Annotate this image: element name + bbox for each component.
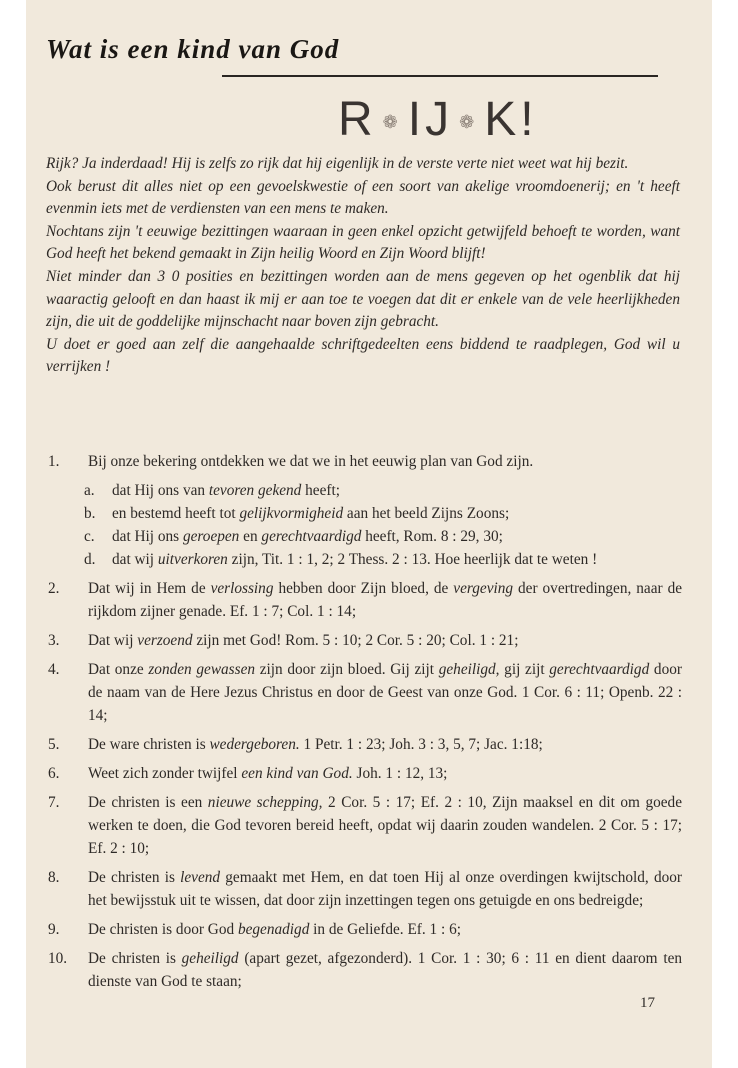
sub-item: b. en bestemd heeft tot gelijkvormigheid aan het beeld Zijns Zoons; [46,502,682,525]
banner-letters-k: K! [484,93,538,146]
item-number: 2. [48,580,60,597]
list-item: 4. Dat onze zonden gewassen zijn door zijn bloed. Gij zijt geheiligd, gij zijt gerechtvaardigd door de naam van de Here Jezus Christus en door de Geest van onze God. 1 Cor. 6 : 11; Openb. 22 : 14; [46,658,682,727]
banner-letters-ij: IJ [407,93,454,146]
sub-letter: a. [84,482,95,499]
banner-letter-r: R [338,93,377,146]
intro-paragraph: U doet er goed aan zelf die aangehaalde schriftgedeelten eens biddend te raadplegen, God wil u verrijken ! [46,335,680,376]
intro-paragraph: Niet minder dan 3 0 posities en bezittingen worden aan de mens gegeven op het ogenblik dat hij waaractig gelooft en dan haast ik mij er aan toe te voegen dat dit er enkele van de vele heerlijkheden zijn, die uit de goddelijke mijnschacht naar boven zijn gebracht. [46,267,680,331]
sub-item: d. dat wij uitverkoren zijn, Tit. 1 : 1, 2; 2 Thess. 2 : 13. Hoe heerlijk dat te weten ! [46,548,682,571]
sub-letter: c. [84,528,95,545]
item-number: 3. [48,632,60,649]
item-number: 1. [48,453,60,470]
rijk-banner [338,92,538,147]
list-item: 1. Bij onze bekering ontdekken we dat we in het eeuwig plan van God zijn. [46,450,682,473]
intro-paragraph: Nochtans zijn 't eeuwige bezittingen waaraan in geen enkel opzicht getwijfeld behoeft te worden, want God heeft het bekend gemaakt in Zijn heilig Woord en Zijn Woord blijft! [46,222,680,263]
flower-ornament-icon: ❁ [459,111,479,132]
item-number: 4. [48,661,60,678]
item-number: 7. [48,794,60,811]
list-item: 7. De christen is een nieuwe schepping, 2 Cor. 5 : 17; Ef. 2 : 10, Zijn maaksel en dit om goede werken te doen, die God tevoren bereid heeft, opdat wij daarin zouden wandelen. 2 Cor. 5 : 17; Ef. 2 : 10; [46,791,682,860]
list-item: 2. Dat wij in Hem de verlossing hebben door Zijn bloed, de vergeving der overtredingen, naar de rijkdom zijner genade. Ef. 1 : 7; Col. 1 : 14; [46,577,682,623]
intro-paragraph: Ook berust dit alles niet op een gevoelskwestie of een soort van akelige vroomdoenerij; en 't heeft evenmin iets met de verdiensten van een mens te maken. [46,177,680,218]
sub-list [46,479,682,571]
sub-item: c. dat Hij ons geroepen en gerechtvaardigd heeft, Rom. 8 : 29, 30; [46,525,682,548]
flower-ornament-icon: ❁ [382,111,402,132]
intro-paragraph: Rijk? Ja inderdaad! Hij is zelfs zo rijk dat hij eigenlijk in de verste verte niet weet wat hij bezit. [46,155,629,172]
page-title: Wat is een kind van God [46,34,340,64]
list-item: 5. De ware christen is wedergeboren. 1 Petr. 1 : 23; Joh. 3 : 3, 5, 7; Jac. 1:18; [46,733,682,756]
intro-text [46,153,680,379]
item-number: 5. [48,736,60,753]
list-item: 6. Weet zich zonder twijfel een kind van God. Joh. 1 : 12, 13; [46,762,682,785]
sub-letter: b. [84,505,96,522]
page [26,0,712,1068]
list-item: 8. De christen is levend gemaakt met Hem, en dat toen Hij al onze overdingen kwijtschold, door het bewijsstuk uit te wissen, dat door zijn inzettingen tegen ons getuigde en ons bedreigde; [46,866,682,912]
sub-item: a. dat Hij ons van tevoren gekend heeft; [46,479,682,502]
item-number: 10. [48,950,68,967]
list-item: 10. De christen is geheiligd (apart gezet, afgezonderd). 1 Cor. 1 : 30; 6 : 11 en dient daarom ten dienste van God te staan; [46,947,682,993]
list-item: 3. Dat wij verzoend zijn met God! Rom. 5 : 10; 2 Cor. 5 : 20; Col. 1 : 21; [46,629,682,652]
sub-letter: d. [84,551,96,568]
page-number: 17 [640,995,655,1011]
item-number: 8. [48,869,60,886]
list-item: 9. De christen is door God begenadigd in de Geliefde. Ef. 1 : 6; [46,918,682,941]
title-rule [222,75,658,77]
item-number: 6. [48,765,60,782]
numbered-list [46,450,682,999]
item-number: 9. [48,921,60,938]
